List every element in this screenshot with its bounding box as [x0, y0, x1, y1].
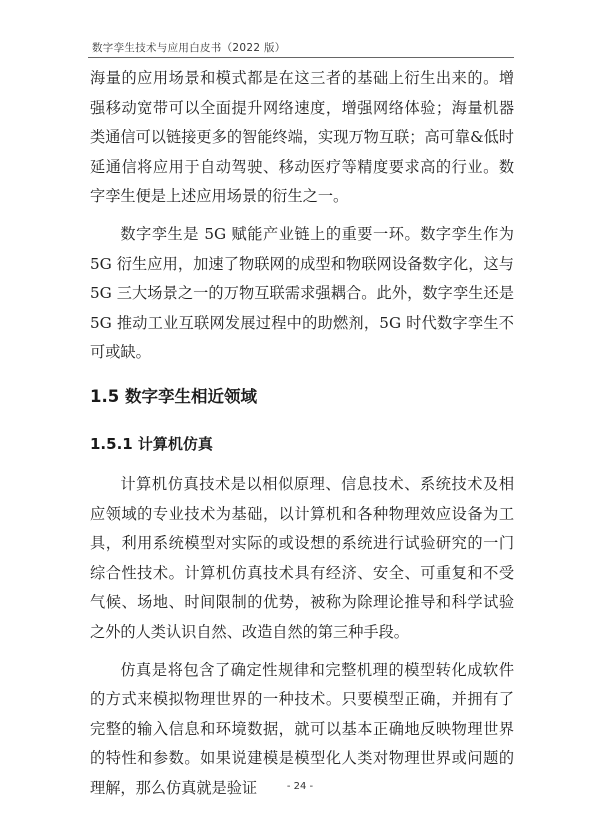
paragraph-spacer: [90, 212, 514, 220]
subsection-heading: 1.5.1 计算机仿真: [90, 434, 213, 453]
header-divider: [88, 57, 514, 58]
section-heading: 1.5 数字孪生相近领域: [90, 386, 257, 406]
body-paragraph-1: 海量的应用场景和模式都是在这三者的基础上衍生出来的。增强移动宽带可以全面提升网络速度，增强网络体验；海量机器类通信可以链接更多的智能终端，实现万物互联；高可靠&低时延通信将应用于自动驾驶、移动医疗等精度要求高的行业。数字孪生便是上述应用场景的衍生之一。: [90, 69, 514, 206]
body-paragraph-4: 仿真是将包含了确定性规律和完整机理的模型转化成软件的方式来模拟物理世界的一种技术。只要模型正确，并拥有了完整的输入信息和环境数据，就可以基本正确地反映物理世界的特性和参数。如果说建模是模型化人类对物理世界或问题的理解，那么仿真就是验证: [90, 660, 514, 797]
page-number: - 24 -: [286, 781, 314, 792]
page-body: [90, 64, 514, 803]
paragraph-spacer: [90, 648, 514, 656]
body-paragraph-2: 数字孪生是 5G 赋能产业链上的重要一环。数字孪生作为 5G 衍生应用，加速了物联网的成型和物联网设备数字化，这与 5G 三大场景之一的万物互联需求强耦合。此外，数字孪生还是 5G 推动工业互联网发展过程中的助燃剂，5G 时代数字孪生不可或缺。: [90, 224, 514, 362]
running-header: 数字孪生技术与应用白皮书（2022 版）: [92, 42, 286, 54]
body-paragraph-3: 计算机仿真技术是以相似原理、信息技术、系统技术及相应领域的专业技术为基础，以计算机和各种物理效应设备为工具，利用系统模型对实际的或设想的系统进行试验研究的一门综合性技术。计算机仿真技术具有经济、安全、可重复和不受气候、场地、时间限制的优势，被称为除理论推导和科学试验之外的人类认识自然、改造自然的第三种手段。: [90, 474, 514, 641]
